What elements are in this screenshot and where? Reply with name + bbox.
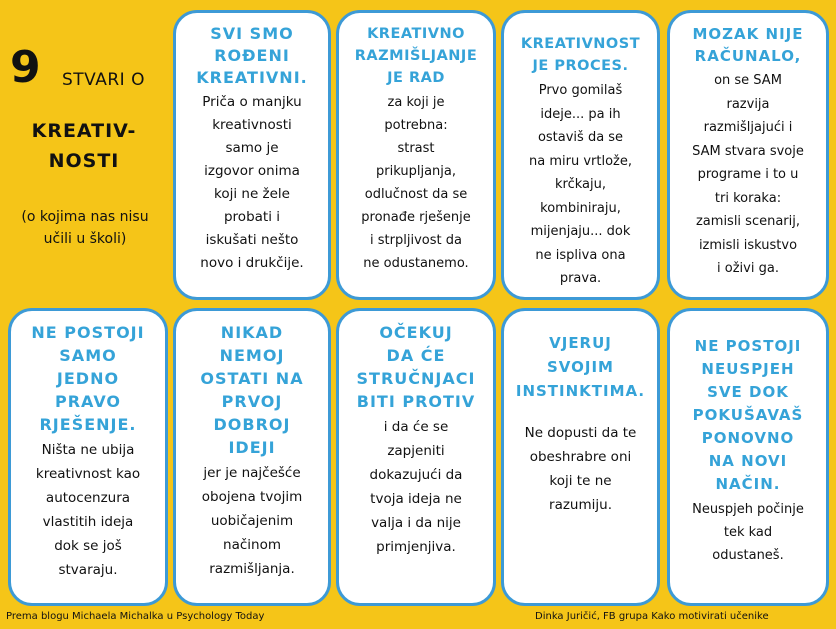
card-text: on se SAM razvija razmišljajući i SAM stvara svoje programe i to u tri koraka: zamisli scenarij, izmisli iskustvo i oživi ga. bbox=[692, 73, 804, 276]
title-main: KREATIV- NOSTI bbox=[31, 120, 137, 172]
card-6 bbox=[173, 308, 331, 606]
title-block bbox=[0, 0, 168, 300]
card-text: Ne dopusti da te obeshrabre oni koji te ne razumiju. bbox=[524, 425, 637, 513]
card-heading: VJERUJ SVOJIM INSTINKTIMA. bbox=[515, 334, 646, 400]
card-text: i da će se zapjeniti dokazujući da tvoja ideja ne valja i da nije primjenjiva. bbox=[369, 419, 463, 555]
card-heading: MOZAK NIJE RAČUNALO, bbox=[692, 25, 804, 65]
card-text: Priča o manjku kreativnosti samo je izgovor onima koji ne žele probati i iskušati nešto novo i drukčije. bbox=[200, 94, 304, 271]
card-8 bbox=[501, 308, 660, 606]
card-text: za koji je potrebna: strast prikupljanja, odlučnost da se pronađe rješenje i strpljivost da ne odustanemo. bbox=[361, 95, 471, 271]
card-text: Prvo gomilaš ideje... pa ih ostaviš da se na miru vrtlože, krčkaju, kombiniraju, mijenjaju... dok ne ispliva ona prava. bbox=[529, 83, 632, 286]
title-stvari-o: STVARI O bbox=[62, 70, 145, 90]
title-subtitle: (o kojima nas nisu učili u školi) bbox=[21, 209, 149, 247]
card-heading: NE POSTOJI NEUSPJEH SVE DOK POKUŠAVAŠ PONOVNO NA NOVI NAČIN. bbox=[692, 337, 804, 493]
card-heading: KREATIVNO RAZMIŠLJANJE JE RAD bbox=[354, 26, 478, 86]
card-text: jer je najčešće obojena tvojim uobičajenim načinom razmišljanja. bbox=[201, 465, 303, 577]
card-heading: OČEKUJ DA ĆE STRUČNJACI BITI PROTIV bbox=[356, 323, 476, 411]
card-5 bbox=[8, 308, 168, 606]
card-2 bbox=[336, 10, 496, 300]
card-heading: NIKAD NEMOJ OSTATI NA PRVOJ DOBROJ IDEJI bbox=[200, 323, 304, 457]
card-1 bbox=[173, 10, 331, 300]
card-7 bbox=[336, 308, 496, 606]
card-4 bbox=[667, 10, 829, 300]
card-heading: KREATIVNOST JE PROCES. bbox=[520, 36, 641, 74]
title-number: 9 bbox=[10, 42, 41, 93]
card-text: Ništa ne ubija kreativnost kao autocenzura vlastitih ideja dok se još stvaraju. bbox=[35, 442, 141, 578]
footer-author: Dinka Juričić, FB grupa Kako motivirati učenike bbox=[535, 611, 769, 622]
card-3 bbox=[501, 10, 660, 300]
card-text: Neuspjeh počinje tek kad odustaneš. bbox=[692, 502, 804, 563]
card-heading: NE POSTOJI SAMO JEDNO PRAVO RJEŠENJE. bbox=[31, 323, 145, 434]
card-heading: SVI SMO ROĐENI KREATIVNI. bbox=[196, 24, 308, 87]
card-9 bbox=[667, 308, 829, 606]
footer-source: Prema blogu Michaela Michalka u Psychology Today bbox=[6, 611, 265, 622]
